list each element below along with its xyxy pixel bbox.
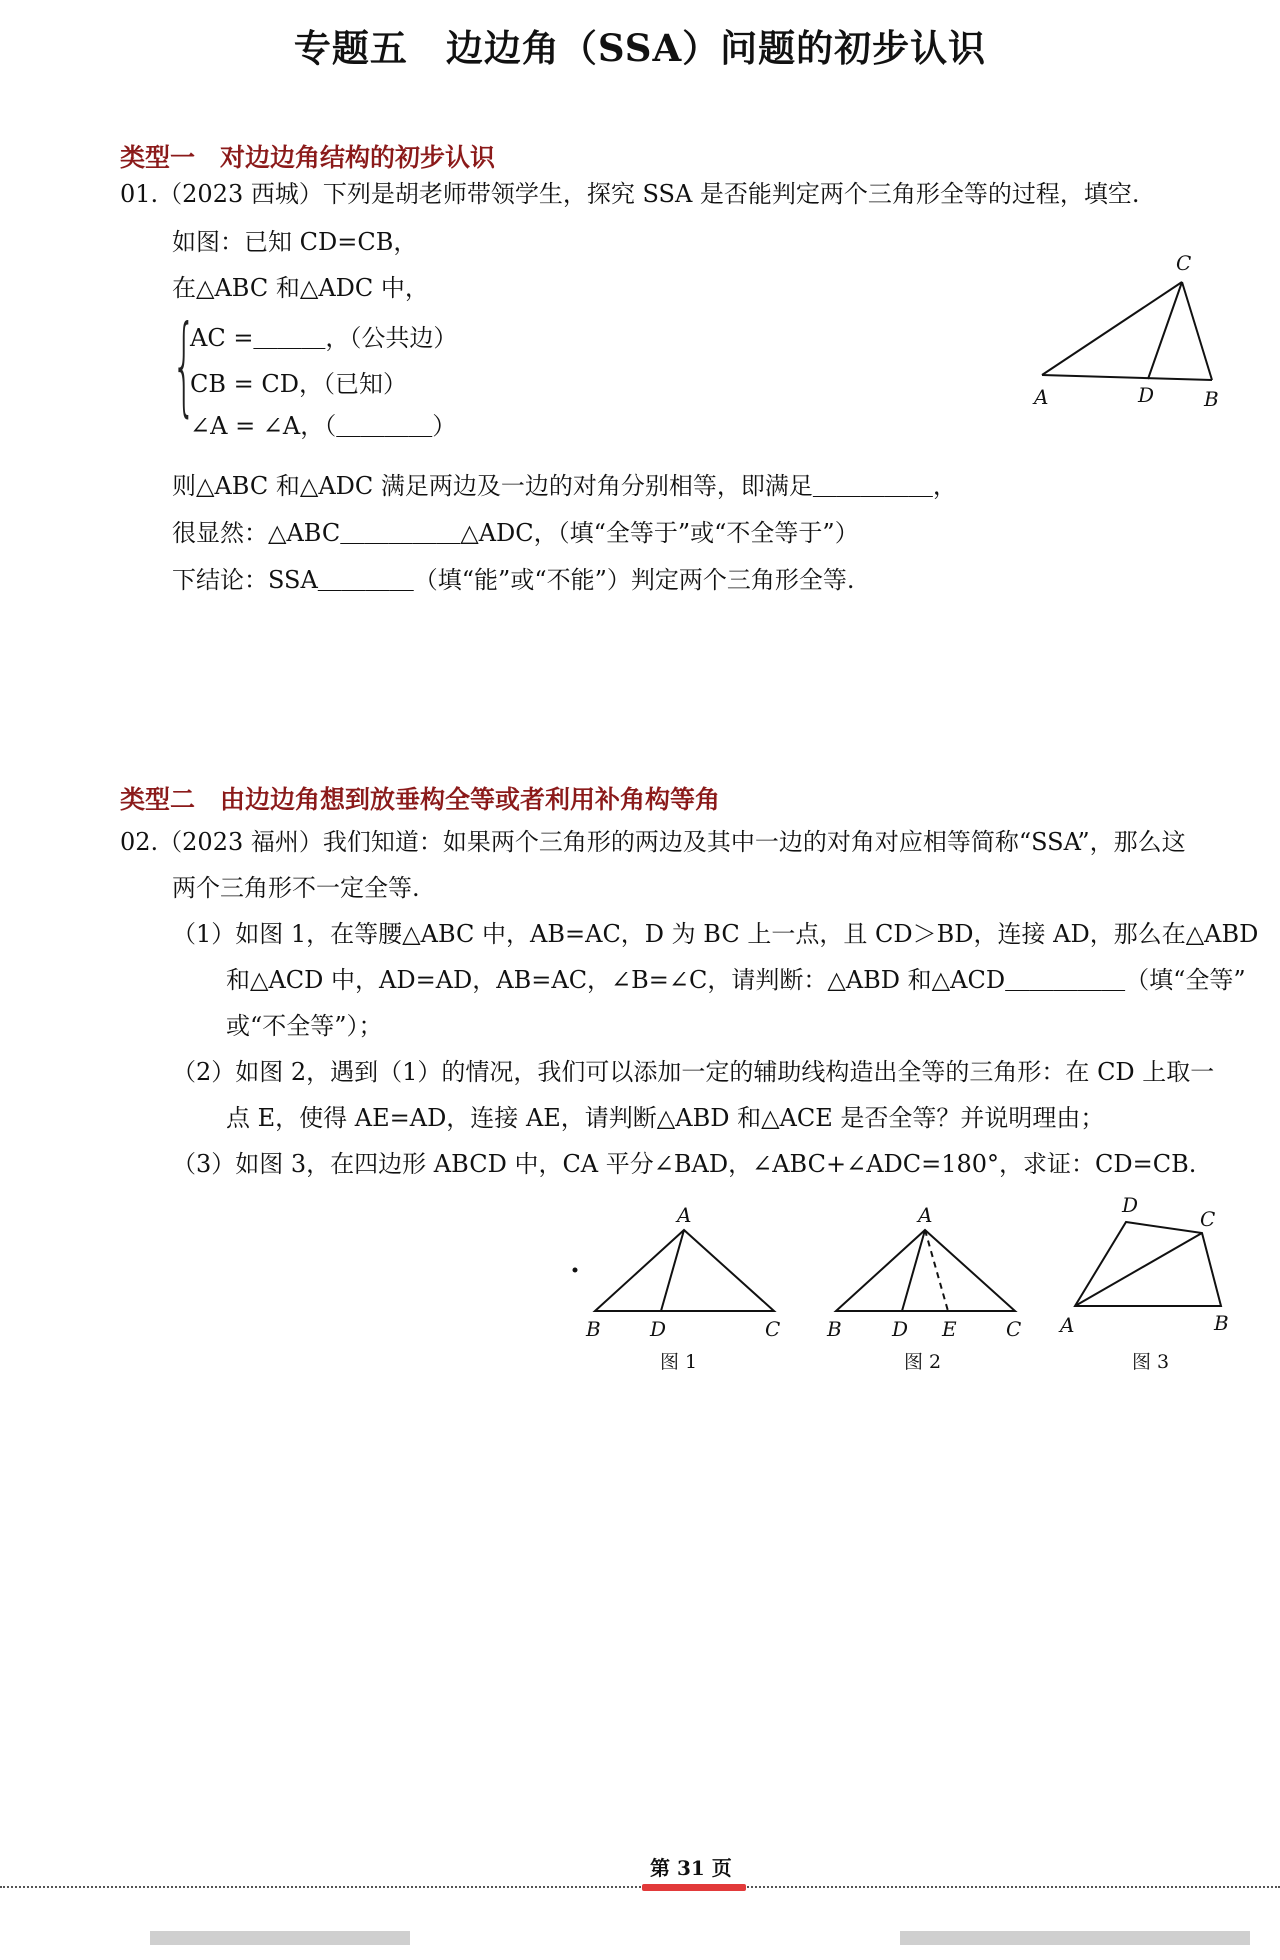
- page-title: 专题五 边边角（SSA）问题的初步认识: [293, 26, 987, 70]
- fig2-label-b: B: [827, 1317, 842, 1341]
- fig3-label-c: C: [1200, 1207, 1216, 1231]
- figure-2: [826, 1203, 1021, 1373]
- q2-part2-line2: 点 E，使得 AE=AD，连接 AE，请判断△ABD 和△ACE 是否全等？并说明理由；: [226, 1104, 1105, 1132]
- q1-label-a: A: [1034, 385, 1049, 409]
- q1-given: 如图：已知 CD=CB，: [172, 228, 418, 256]
- q1-system-line1: AC =＿＿＿，（公共边）: [190, 324, 458, 352]
- fig3-caption: 图 3: [1132, 1351, 1170, 1373]
- q1-label-d: D: [1138, 383, 1155, 407]
- footer-divider: [0, 1886, 1280, 1888]
- fig2-label-c: C: [1006, 1317, 1022, 1341]
- q1-system-line2: CB = CD，（已知）: [190, 370, 407, 398]
- fig1-caption: 图 1: [660, 1351, 698, 1373]
- fig3-label-d: D: [1122, 1193, 1139, 1217]
- fig2-label-a: A: [918, 1203, 933, 1227]
- page-number: 第 31 页: [650, 1856, 732, 1880]
- footer-red-marker: [642, 1884, 746, 1891]
- bottom-grey-strip-left: [150, 1931, 410, 1945]
- section-heading-type2: 类型二 由边边角想到放垂构全等或者利用补角构等角: [120, 785, 721, 814]
- fig1-label-a: A: [677, 1203, 692, 1227]
- figure-3: [1058, 1193, 1229, 1373]
- q2-part1-line3: 或“不全等”）；: [226, 1012, 383, 1040]
- bottom-grey-strip-right: [900, 1931, 1250, 1945]
- q1-stem: 01.（2023 西城）下列是胡老师带领学生，探究 SSA 是否能判定两个三角形全等的过程，填空.: [120, 180, 1140, 208]
- fig1-label-c: C: [765, 1317, 781, 1341]
- q2-part1-line1: （1）如图 1，在等腰△ABC 中，AB=AC，D 为 BC 上一点，且 CD＞BD，连接 AD，那么在△ABD: [172, 920, 1259, 948]
- fig3-label-a: A: [1060, 1313, 1075, 1337]
- fig3-label-b: B: [1214, 1311, 1229, 1335]
- q2-part1-line2: 和△ACD 中，AD=AD，AB=AC，∠B=∠C，请判断：△ABD 和△ACD＿＿＿＿＿（填“全等”: [226, 966, 1246, 994]
- q2-stem-line2: 两个三角形不一定全等.: [172, 874, 420, 902]
- figure-1: [585, 1203, 780, 1373]
- q1-triangle-figure: [1020, 240, 1250, 420]
- fig1-label-d: D: [650, 1317, 667, 1341]
- q1-congruence-line: 很显然：△ABC＿＿＿＿＿△ADC，（填“全等于”或“不全等于”）: [172, 519, 859, 547]
- fig2-caption: 图 2: [904, 1351, 942, 1373]
- q1-ssa-line: 则△ABC 和△ADC 满足两边及一边的对角分别相等，即满足＿＿＿＿＿，: [172, 472, 957, 500]
- q1-label-c: C: [1176, 251, 1192, 275]
- q2-stem-line1: 02.（2023 福州）我们知道：如果两个三角形的两边及其中一边的对角对应相等简称“SSA”，那么这: [120, 828, 1186, 856]
- q1-system-line3: ∠A = ∠A，（＿＿＿＿）: [190, 412, 457, 440]
- q2-figures: [560, 1190, 1280, 1390]
- q1-conclusion-line: 下结论：SSA＿＿＿＿（填“能”或“不能”）判定两个三角形全等.: [172, 566, 855, 594]
- fig2-label-e: E: [942, 1317, 957, 1341]
- q1-triangles: 在△ABC 和△ADC 中，: [172, 274, 429, 302]
- q1-label-b: B: [1204, 387, 1219, 411]
- section-heading-type1: 类型一 对边边角结构的初步认识: [120, 143, 496, 172]
- q2-part3: （3）如图 3，在四边形 ABCD 中，CA 平分∠BAD，∠ABC+∠ADC=180°，求证：CD=CB.: [172, 1150, 1197, 1178]
- q2-part2-line1: （2）如图 2，遇到（1）的情况，我们可以添加一定的辅助线构造出全等的三角形：在 CD 上取一: [172, 1058, 1215, 1086]
- system-brace: {: [172, 303, 197, 428]
- fig2-label-d: D: [892, 1317, 909, 1341]
- fig1-label-b: B: [586, 1317, 601, 1341]
